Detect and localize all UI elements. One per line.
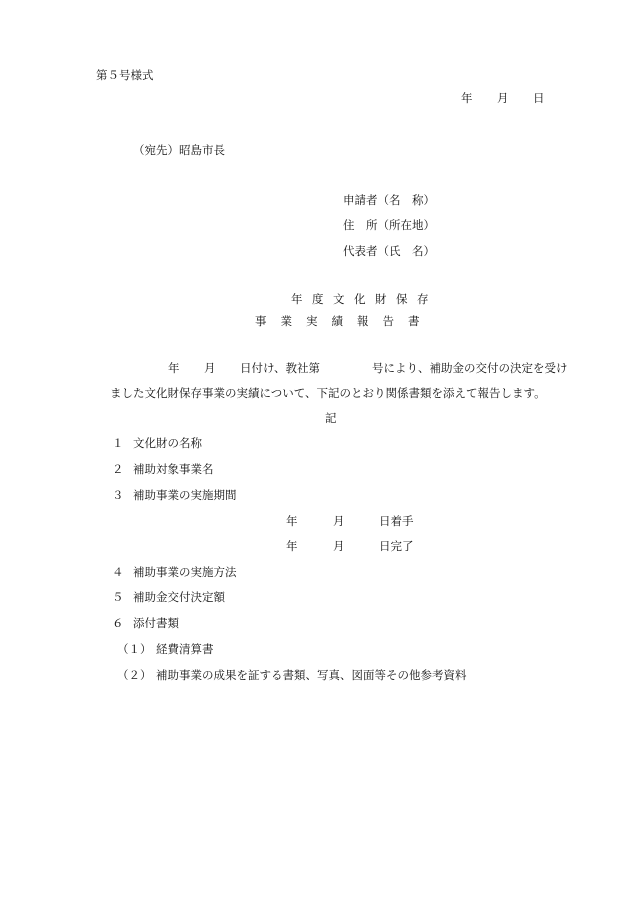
attachment-1-number: （１） xyxy=(117,642,152,656)
period-start-month: 月 xyxy=(333,514,345,528)
applicant-representative-label: 代表者（氏 名） xyxy=(343,244,435,258)
date-year: 年 xyxy=(461,91,473,105)
item-2-label: 補助対象事業名 xyxy=(133,462,214,476)
date-day: 日 xyxy=(533,91,545,105)
item-5-number: ５ xyxy=(112,590,124,604)
period-end-month: 月 xyxy=(333,539,345,553)
body-month: 月 xyxy=(204,361,216,375)
attachment-2-label: 補助事業の成果を証する書類、写真、図面等その他参考資料 xyxy=(156,668,467,682)
period-start-day: 日着手 xyxy=(379,514,414,528)
addressee: （宛先）昭島市長 xyxy=(133,143,225,157)
item-6-number: ６ xyxy=(112,616,124,630)
body-line-1-rest: 号により、補助金の交付の決定を受け xyxy=(372,361,568,375)
form-number: 第５号様式 xyxy=(96,68,154,82)
period-end-year: 年 xyxy=(286,539,298,553)
item-5-label: 補助金交付決定額 xyxy=(133,590,225,604)
item-4-label: 補助事業の実施方法 xyxy=(133,565,237,579)
ki-heading: 記 xyxy=(325,411,337,425)
item-3-label: 補助事業の実施期間 xyxy=(133,488,237,502)
title-line-1: 年度文化財保存 xyxy=(291,292,438,306)
item-3-number: ３ xyxy=(112,488,124,502)
body-day-dated: 日付け、教社第 xyxy=(240,361,321,375)
item-1-label: 文化財の名称 xyxy=(133,436,202,450)
body-year: 年 xyxy=(168,361,180,375)
item-4-number: ４ xyxy=(112,565,124,579)
attachment-2-number: （２） xyxy=(117,668,152,682)
period-end-day: 日完了 xyxy=(379,539,414,553)
item-1-number: １ xyxy=(112,436,124,450)
applicant-name-label: 申請者（名 称） xyxy=(343,193,435,207)
item-2-number: ２ xyxy=(112,462,124,476)
body-line-2: ました文化財保存事業の実績について、下記のとおり関係書類を添えて報告します。 xyxy=(110,386,546,400)
attachment-1-label: 経費清算書 xyxy=(156,642,214,656)
item-6-label: 添付書類 xyxy=(133,616,179,630)
period-start-year: 年 xyxy=(286,514,298,528)
title-line-2: 事業実績報告書 xyxy=(255,314,434,328)
applicant-address-label: 住 所（所在地） xyxy=(343,218,435,232)
date-month: 月 xyxy=(497,91,509,105)
